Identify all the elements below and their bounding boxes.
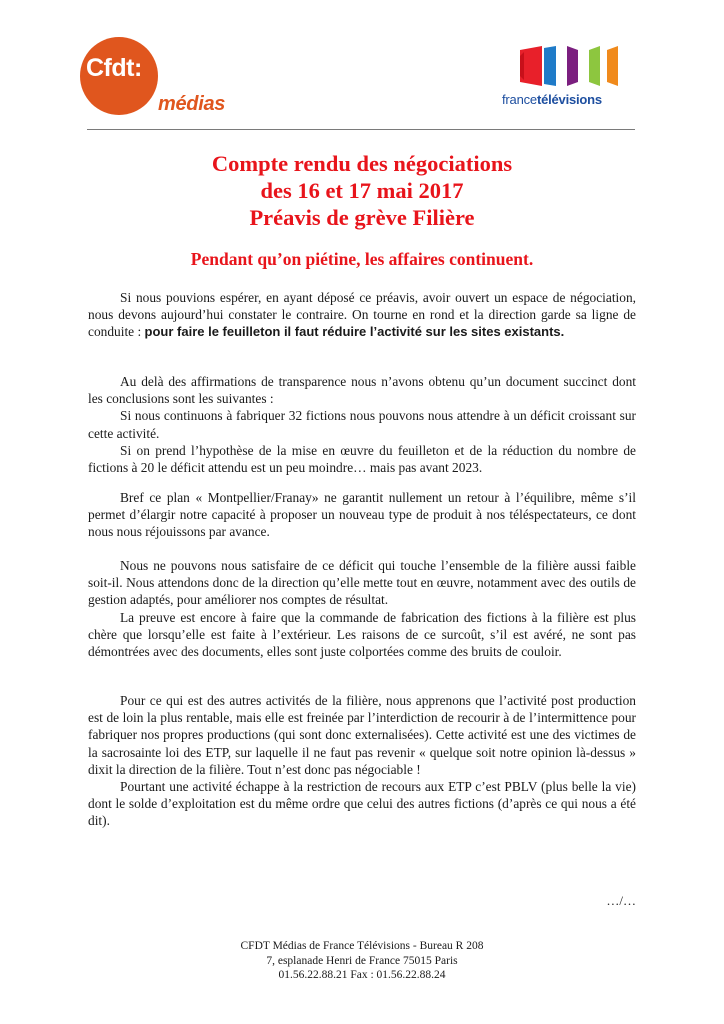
title-line-3: Préavis de grève Filière xyxy=(249,205,475,230)
title-line-2: des 16 et 17 mai 2017 xyxy=(260,178,464,203)
document-title xyxy=(88,150,636,231)
footer-line-2: 7, esplanade Henri de France 75015 Paris xyxy=(266,954,458,967)
paragraph-9: Pourtant une activité échappe à la restriction de recours aux ETP c’est PBLV (plus belle la vie) dont le solde d’exploitation est du même ordre que celui des autres fictions (d’après ce qui nous a été dit). xyxy=(88,779,636,829)
cfdt-logo-main: Cfdt xyxy=(86,54,134,82)
paragraph-8: Pour ce qui est des autres activités de la filière, nous apprenons que l’activité post production est de loin la plus rentable, mais elle est freinée par l’interdiction de recourir à de l’intermittence pour fabriquer nos propres productions (qui sont donc externalisées). Cette activité est une des victimes de la sacrosainte loi des ETP, sur laquelle il ne faut pas revenir « quelque soit notre opinion là-dessus » dixit la direction de la filière. Tout n’est donc pas négociable ! xyxy=(88,693,636,777)
ftv-wordmark-light: france xyxy=(502,92,537,107)
footer-line-3: 01.56.22.88.21 Fax : 01.56.22.88.24 xyxy=(278,969,446,981)
paragraph-group-4 xyxy=(88,557,636,660)
footer-address xyxy=(88,939,636,983)
paragraph-group-5 xyxy=(88,692,636,830)
title-line-1: Compte rendu des négociations xyxy=(211,151,513,176)
continuation-marker: …/… xyxy=(606,893,636,908)
cfdt-logo-subtitle: médias xyxy=(158,93,226,115)
cfdt-medias-logo xyxy=(80,37,240,122)
ftv-color-bars-icon xyxy=(520,46,620,86)
paragraph-4: Si on prend l’hypothèse de la mise en œuvre du feuilleton et de la réduction du nombre de fictions à 20 le déficit attendu est un peu moindre… mais pas avant 2023. xyxy=(88,442,636,476)
paragraph-group-2 xyxy=(88,373,636,476)
paragraph-7: La preuve est encore à faire que la commande de fabrication des fictions à la filière est plus chère que lorsqu’elle est faite à l’extérieur. Les raisons de ce surcoût, s’il est avéré, ne sont pas démontrées avec des documents, elles sont juste colportées comme des bruits de couloir. xyxy=(88,609,636,660)
paragraph-5: Bref ce plan « Montpellier/Franay» ne garantit nullement un retour à l’équilibre, même s’il permet d’élargir notre capacité à proposer un nouveau type de produit à nos téléspectateurs, ce dont nous nous réjouissons par avance. xyxy=(88,490,636,540)
paragraph-1 xyxy=(88,289,636,341)
ftv-wordmark-bold: télévisions xyxy=(536,92,602,107)
ftv-wordmark xyxy=(502,92,602,107)
paragraph-2: Au delà des affirmations de transparence nous n’avons obtenu qu’un document succinct dont les conclusions sont les suivantes : xyxy=(88,374,636,407)
footer-line-1: CFDT Médias de France Télévisions - Bureau R 208 xyxy=(240,940,484,952)
document-subtitle: Pendant qu’on piétine, les affaires continuent. xyxy=(190,249,534,269)
paragraph-6: Nous ne pouvons nous satisfaire de ce déficit qui touche l’ensemble de la filière aussi faible soit-il. Nous attendons donc de la direction qu’elle mette tout en œuvre, notamment avec des outils de gestion adaptés, pour améliorer nos comptes de résultat. xyxy=(88,558,636,608)
paragraph-group-3 xyxy=(88,489,636,541)
cfdt-logo-wordmark xyxy=(86,54,142,83)
paragraph-1-bold: pour faire le feuilleton il faut réduire l’activité sur les sites existants. xyxy=(144,324,565,340)
paragraph-1-text: Si nous pouvions espérer, en ayant déposé ce préavis, avoir ouvert un espace de négociation, nous devons aujourd’hui constater le contraire. On tourne en rond et la direction garde sa ligne de conduite : xyxy=(88,290,636,340)
cfdt-logo-colon: : xyxy=(133,54,142,82)
header-divider xyxy=(87,129,635,130)
france-televisions-logo xyxy=(500,42,640,112)
paragraph-3: Si nous continuons à fabriquer 32 fictions nous pouvons nous attendre à un déficit croissant sur cette activité. xyxy=(88,408,636,441)
